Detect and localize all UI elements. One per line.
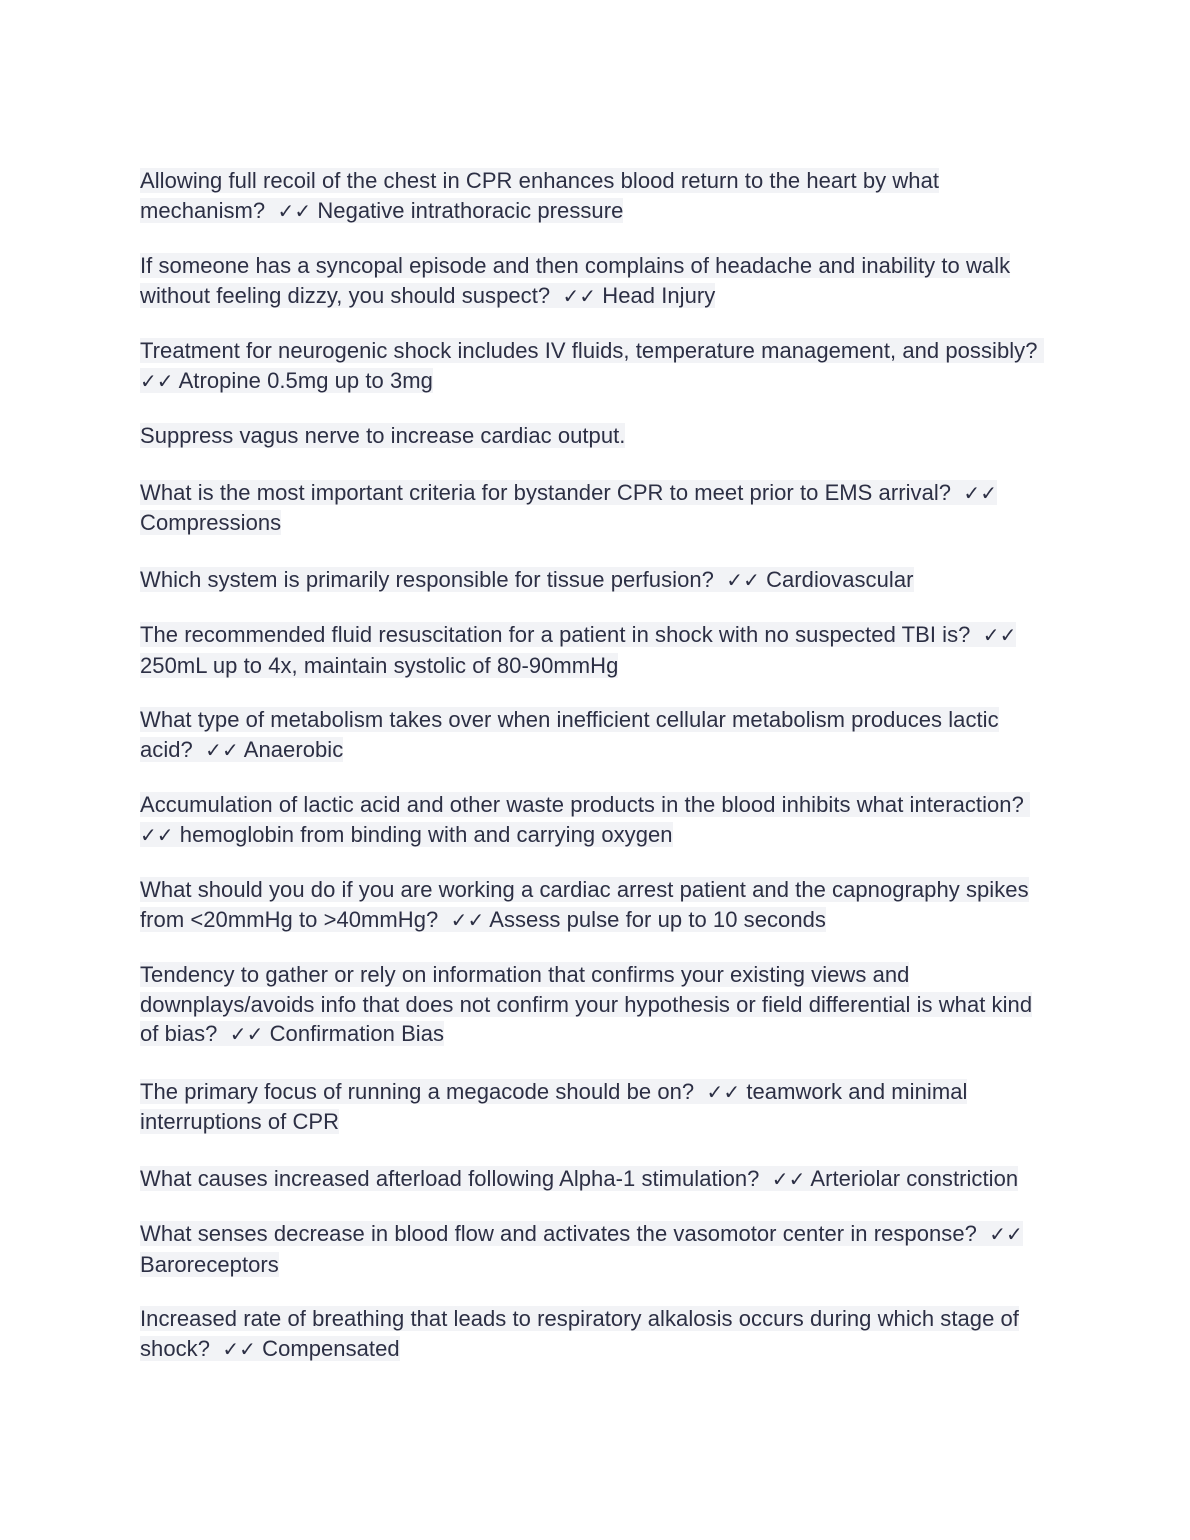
question-text: What causes increased afterload following Alpha-1 stimulation? (140, 1165, 760, 1191)
qa-item (140, 336, 1055, 396)
answer-text: Anaerobic (243, 736, 344, 762)
answer-text: Confirmation Bias (269, 1021, 445, 1046)
document-page (140, 166, 1055, 1364)
answer-text: Negative intrathoracic pressure (317, 197, 624, 223)
check-mark-icon: ✓✓ (982, 623, 1017, 647)
check-mark-icon: ✓✓ (229, 1022, 264, 1046)
check-mark-icon: ✓✓ (277, 198, 312, 223)
qa-item (140, 565, 1055, 596)
answer-text: Compensated (262, 1335, 400, 1361)
check-mark-icon: ✓✓ (726, 567, 760, 592)
question-text: What should you do if you are working a cardiac arrest patient and the capnography spikes from <20mmHg to >40mmHg? (140, 877, 1029, 932)
qa-item (140, 166, 1055, 226)
qa-item (140, 705, 1055, 765)
check-mark-icon: ✓✓ (205, 737, 239, 762)
answer-text: Assess pulse for up to 10 seconds (489, 906, 826, 932)
question-text: Allowing full recoil of the chest in CPR enhances blood return to the heart by what mechanism? (140, 168, 940, 223)
qa-item (140, 1077, 1055, 1137)
question-text: The primary focus of running a megacode should be on? (140, 1078, 695, 1104)
check-mark-icon: ✓✓ (140, 822, 174, 847)
question-text: The recommended fluid resuscitation for a patient in shock with no suspected TBI is? (140, 622, 971, 647)
qa-item (140, 960, 1055, 1050)
answer-text: Baroreceptors (140, 1251, 279, 1277)
question-text: What is the most important criteria for bystander CPR to meet prior to EMS arrival? (140, 479, 952, 505)
qa-item (140, 1304, 1055, 1364)
qa-item (140, 1164, 1055, 1195)
check-mark-icon: ✓✓ (989, 1222, 1023, 1246)
answer-text: Compressions (140, 510, 282, 535)
question-text: Accumulation of lactic acid and other waste products in the blood inhibits what interaction? (140, 792, 1024, 817)
question-text: What senses decrease in blood flow and activates the vasomotor center in response? (140, 1221, 977, 1246)
check-mark-icon: ✓✓ (706, 1079, 741, 1104)
answer-text: teamwork and minimal interruptions of CPR (140, 1078, 968, 1134)
answer-text: Arteriolar constriction (810, 1165, 1019, 1191)
question-text: Tendency to gather or rely on information that confirms your existing views and downplays/avoids info that does not confirm your hypothesis or field differential is what kind of bias? (140, 962, 1033, 1046)
qa-item (140, 1219, 1055, 1279)
answer-text: Cardiovascular (766, 566, 914, 592)
check-mark-icon: ✓✓ (222, 1336, 256, 1361)
check-mark-icon: ✓✓ (771, 1166, 806, 1191)
qa-item (140, 251, 1055, 311)
question-text: Treatment for neurogenic shock includes IV fluids, temperature management, and possibly? (140, 338, 1038, 363)
check-mark-icon: ✓✓ (963, 480, 998, 505)
question-text: If someone has a syncopal episode and then complains of headache and inability to walk without feeling dizzy, you should suspect? (140, 253, 1011, 308)
answer-text: Atropine 0.5mg up to 3mg (178, 367, 433, 393)
note-text: Suppress vagus nerve to increase cardiac output. (140, 423, 626, 448)
answer-text: 250mL up to 4x, maintain systolic of 80-90mmHg (140, 652, 619, 678)
qa-item (140, 478, 1055, 538)
check-mark-icon: ✓✓ (450, 907, 485, 932)
answer-text: Head Injury (602, 282, 716, 308)
question-text: Increased rate of breathing that leads to respiratory alkalosis occurs during which stage of shock? (140, 1306, 1019, 1361)
note-item (140, 421, 1055, 451)
question-text: What type of metabolism takes over when inefficient cellular metabolism produces lactic acid? (140, 707, 999, 762)
check-mark-icon: ✓✓ (562, 283, 597, 308)
qa-item (140, 790, 1055, 850)
answer-text: hemoglobin from binding with and carrying oxygen (179, 821, 673, 847)
qa-item (140, 620, 1055, 680)
check-mark-icon: ✓✓ (140, 368, 174, 393)
question-text: Which system is primarily responsible for tissue perfusion? (140, 566, 714, 592)
qa-item (140, 875, 1055, 935)
